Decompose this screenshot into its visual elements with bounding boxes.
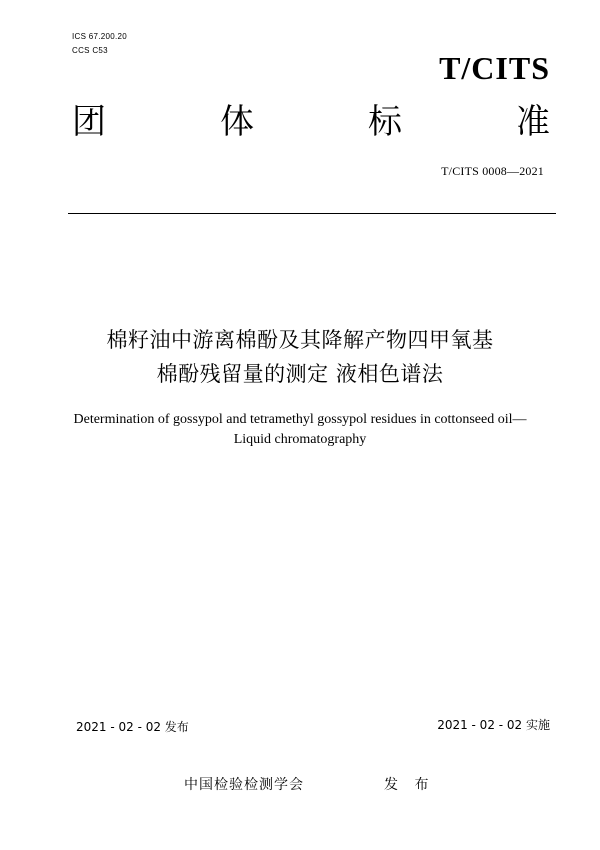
standard-type-char: 标	[368, 102, 402, 142]
standard-type-char: 体	[220, 102, 254, 142]
title-en-line-1: Determination of gossypol and tetramethyl gossypol residues in cottonseed oil—	[73, 412, 527, 427]
standard-type-heading	[72, 100, 550, 144]
publisher: 中国检验检测学会	[184, 777, 304, 793]
standard-number: T/CITS 0008—2021	[441, 164, 544, 178]
ccs-code: CCS C53	[72, 46, 108, 55]
publish-label: 发 布	[384, 777, 435, 793]
standard-brand: T/CITS	[439, 50, 550, 86]
title-en-line-2: Liquid chromatography	[233, 432, 367, 447]
title-zh-line-2: 棉酚残留量的测定 液相色谱法	[156, 362, 444, 386]
standard-type-char: 准	[516, 102, 550, 142]
standard-type-char: 团	[72, 102, 106, 142]
issue-date: 2021 - 02 - 02 发布	[76, 720, 189, 734]
implementation-date: 2021 - 02 - 02 实施	[437, 718, 550, 732]
title-zh-line-1: 棉籽油中游离棉酚及其降解产物四甲氧基	[106, 328, 494, 352]
header-divider	[68, 213, 556, 214]
ics-code: ICS 67.200.20	[72, 32, 128, 41]
